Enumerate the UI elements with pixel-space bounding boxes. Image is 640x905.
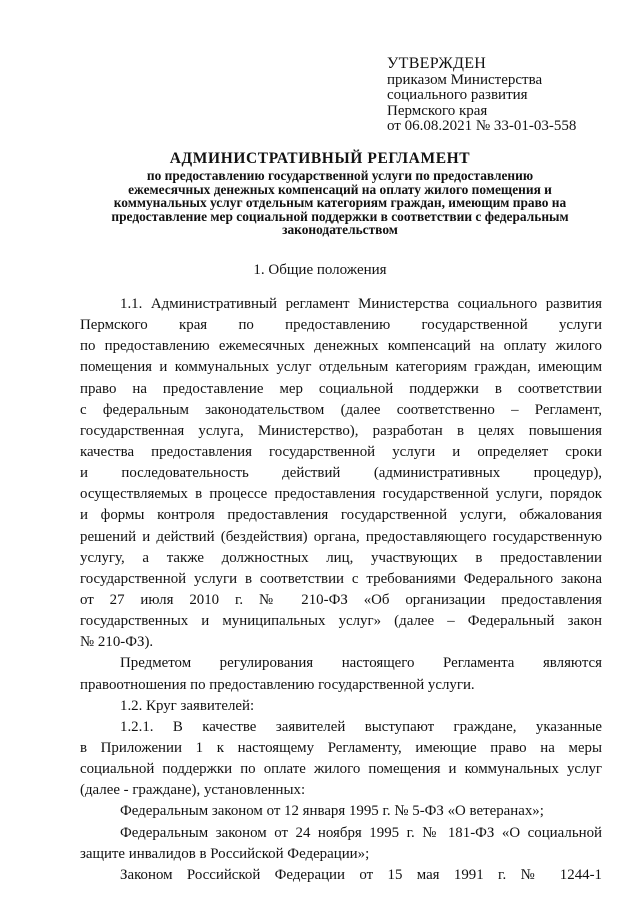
document-body (80, 294, 602, 886)
body-line: государственная услуга, Министерство), разработан в целях повышения (80, 422, 602, 439)
body-line: помещения и коммунальных услуг отдельным категориям граждан, имеющим (80, 359, 602, 376)
body-line: государственных и муниципальных услуг» (далее – Федеральный закон (80, 613, 602, 630)
approval-stamp (387, 56, 576, 135)
body-line: 1.2. Круг заявителей: (120, 697, 255, 714)
body-line: в Приложении 1 к настоящему Регламенту, имеющие право на меры (80, 739, 602, 756)
body-line: и последовательность действий (административных процедур), (80, 465, 602, 482)
body-line: социальной поддержки по оплате жилого помещения и коммунальных услуг (80, 761, 602, 778)
body-line: 1.2.1. В качестве заявителей выступают граждане, указанные (120, 718, 602, 735)
body-line: Федеральным законом от 12 января 1995 г. № 5-ФЗ «О ветеранах»; (120, 803, 544, 820)
body-line: услугу, а также должностных лиц, участвующих в предоставлении (80, 549, 602, 566)
body-line: Законом Российской Федерации от 15 мая 1991 г. № 1244-1 (120, 866, 602, 883)
approval-line: от 06.08.2021 № 33-01-03-558 (387, 118, 577, 134)
body-line: № 210-ФЗ). (80, 634, 154, 651)
subtitle-line: по предоставлению государственной услуги по предоставлению (146, 168, 534, 183)
body-line: правоотношения по предоставлению государственной услуги. (80, 676, 475, 693)
subtitle-line: предоставление мер социальной поддержки в соответствии с федеральным (111, 208, 569, 224)
body-line: решений и действий (бездействия) органа, предоставляющего государственную (80, 528, 602, 545)
body-line: Федеральным законом от 24 ноября 1995 г. № 181-ФЗ «О социальной (120, 824, 602, 841)
approval-heading: УТВЕРЖДЕН (387, 55, 487, 72)
document-subtitle (70, 169, 610, 237)
body-line: право на предоставление мер социальной поддержки в соответствии (80, 380, 602, 397)
approval-line: приказом Министерства (387, 71, 543, 88)
section-heading: 1. Общие положения (253, 262, 387, 278)
body-line: государственной услуги в соответствии с требованиями Федерального закона (80, 570, 602, 587)
body-line: защите инвалидов в Российской Федерации»; (80, 845, 370, 862)
subtitle-line: ежемесячных денежных компенсаций на оплату жилого помещения и (128, 181, 552, 197)
body-line: по предоставлению ежемесячных денежных компенсаций на оплату жилого (80, 338, 602, 355)
body-line: Пермского края по предоставлению государственной услуги (80, 317, 602, 334)
body-line: (далее - граждане), установленных: (80, 782, 306, 799)
approval-line: Пермского края (387, 102, 488, 119)
body-line: Предметом регулирования настоящего Регламента являются (120, 655, 602, 672)
body-line: осуществляемых в процессе предоставления государственной услуги, порядок (80, 486, 602, 503)
body-line: и формы контроля предоставления государственной услуги, обжалования (80, 507, 602, 524)
subtitle-line: коммунальных услуг отдельным категориям граждан, имеющим право на (113, 195, 567, 211)
body-line: от 27 июля 2010 г. № 210-ФЗ «Об организации предоставления (80, 591, 602, 608)
body-line: с федеральным законодательством (далее соответственно – Регламент, (80, 401, 602, 418)
approval-line: социального развития (387, 87, 528, 103)
body-line: качества предоставления государственной услуги и определяет сроки (80, 443, 602, 460)
subtitle-line: законодательством (282, 222, 398, 238)
document-title: АДМИНИСТРАТИВНЫЙ РЕГЛАМЕНТ (169, 150, 471, 167)
body-line: 1.1. Административный регламент Министерства социального развития (120, 296, 602, 312)
